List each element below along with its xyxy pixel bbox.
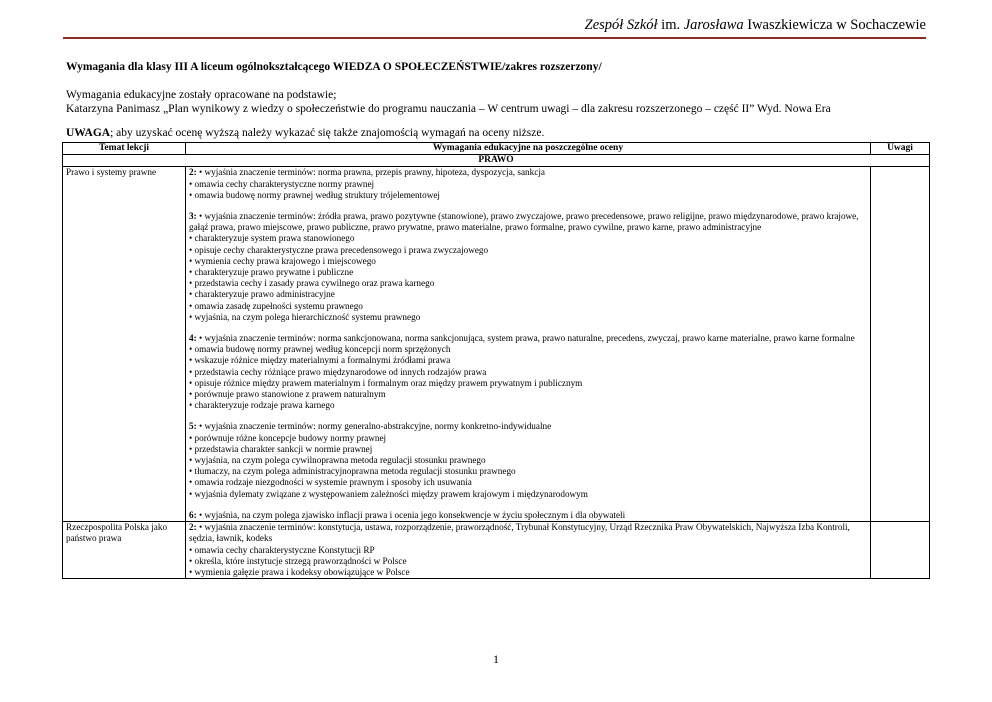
requirement-text: • wymienia gałęzie prawa i kodeksy obowiązujące w Polsce bbox=[189, 566, 410, 577]
requirement-line bbox=[189, 245, 867, 256]
requirement-text: • wyjaśnia, na czym polega zjawisko inflacji prawa i ocenia jego konsekwencje w życiu społecznym i dla obywateli bbox=[198, 509, 626, 520]
header-first-name: Jarosława bbox=[683, 17, 744, 33]
requirement-line bbox=[189, 567, 867, 578]
requirement-line bbox=[189, 367, 867, 378]
document-title: Wymagania dla klasy III A liceum ogólnokształcącego WIEDZA O SPOŁECZEŃSTWIE/zakres rozszerzony/ bbox=[66, 61, 602, 73]
requirement-text: • wyjaśnia dylematy związane z występowaniem zależności między prawem krajowym i międzynarodowym bbox=[189, 488, 588, 499]
requirement-text: • wymienia cechy prawa krajowego i miejscowego bbox=[189, 255, 376, 266]
grade-label: 6: bbox=[189, 509, 197, 520]
requirement-text: • omawia zasadę zupełności systemu prawnego bbox=[189, 300, 363, 311]
requirement-line bbox=[189, 301, 867, 312]
grade-block bbox=[189, 522, 867, 578]
requirement-text: • określa, które instytucje strzegą praworządności w Polsce bbox=[189, 555, 407, 566]
requirement-text: • wyjaśnia znaczenie terminów: źródła prawa, prawo pozytywne (stanowione), prawo zwyczajowe, prawo precedensowe, prawo religijne, prawo międzynarodowe, prawo krajowe, gałąź prawa, prawo miejscowe, prawo publiczne, prawo prywatne, prawo materialne, prawo formalne, prawo cywilne, prawo karne, prawo administracyjne bbox=[189, 211, 859, 233]
row-topic: Prawo i systemy prawne bbox=[63, 167, 186, 522]
requirement-text: • wyjaśnia znaczenie terminów: norma prawna, przepis prawny, hipoteza, dyspozycja, sankcja bbox=[198, 167, 545, 178]
section-title: PRAWO bbox=[63, 155, 930, 167]
requirement-line bbox=[189, 444, 867, 455]
requirement-text: • przedstawia cechy i zasady prawa cywilnego oraz prawa karnego bbox=[189, 278, 435, 289]
header-im: im. bbox=[657, 17, 684, 33]
requirement-line bbox=[189, 389, 867, 400]
grade-block bbox=[189, 421, 867, 499]
table-row bbox=[63, 167, 930, 522]
requirement-text: • wskazuje różnice między materialnymi a formalnymi źródłami prawa bbox=[189, 355, 451, 366]
grade-label: 5: bbox=[189, 421, 197, 432]
requirement-text: • omawia rodzaje niezgodności w systemie prawnym i sposoby ich usuwania bbox=[189, 477, 472, 488]
requirement-text: • charakteryzuje prawo prywatne i publiczne bbox=[189, 267, 354, 278]
requirement-text: • wyjaśnia znaczenie terminów: norma sankcjonowana, norma sankcjonująca, system prawa, prawo naturalne, precedens, zwyczaj, prawo karne materialne, prawo karne formalne bbox=[198, 333, 855, 344]
requirement-line bbox=[189, 190, 867, 201]
note-label: UWAGA bbox=[66, 127, 111, 139]
requirement-line bbox=[189, 355, 867, 366]
requirement-text: • wyjaśnia znaczenie terminów: konstytucja, ustawa, rozporządzenie, praworządność, Trybunał Konstytucyjny, Urząd Rzecznika Praw Obywatelskich, Najwyższa Izba Kontroli, sędzia, ławnik, kodeks bbox=[189, 522, 850, 544]
requirement-text: • opisuje różnice między prawem materialnym i formalnym oraz między prawem prywatnym i publicznym bbox=[189, 377, 583, 388]
requirement-text: • porównuje różne koncepcje budowy normy prawnej bbox=[189, 432, 387, 443]
grade-label: 3: bbox=[189, 211, 197, 222]
requirement-text: • charakteryzuje rodzaje prawa karnego bbox=[189, 400, 335, 411]
header-rest: Iwaszkiewicza w Sochaczewie bbox=[743, 17, 926, 33]
requirements-table bbox=[62, 142, 930, 579]
requirement-line bbox=[189, 510, 867, 521]
requirement-text: • omawia budowę normy prawnej według struktury trójelementowej bbox=[189, 189, 440, 200]
row-remarks bbox=[871, 167, 930, 522]
basis-block bbox=[66, 88, 831, 116]
requirement-line bbox=[189, 477, 867, 488]
page-number: 1 bbox=[493, 652, 499, 666]
basis-line-1: Wymagania edukacyjne zostały opracowane na podstawie; bbox=[66, 89, 337, 101]
grade-block bbox=[189, 211, 867, 323]
grade-block bbox=[189, 333, 867, 411]
row-requirements bbox=[186, 522, 871, 579]
requirement-text: • przedstawia charakter sankcji w normie prawnej bbox=[189, 443, 373, 454]
header-topic: Temat lekcji bbox=[63, 143, 186, 155]
requirement-line bbox=[189, 344, 867, 355]
requirement-text: • omawia cechy charakterystyczne Konstytucji RP bbox=[189, 544, 375, 555]
requirement-line bbox=[189, 256, 867, 267]
requirement-text: • opisuje cechy charakterystyczne prawa precedensowego i prawa zwyczajowego bbox=[189, 244, 489, 255]
requirement-text: • omawia budowę normy prawnej według koncepcji norm sprzężonych bbox=[189, 344, 451, 355]
header-school: Zespół Szkół bbox=[584, 17, 658, 33]
requirement-text: • przedstawia cechy różniące prawo międzynarodowe od innych rodzajów prawa bbox=[189, 366, 487, 377]
note-line bbox=[66, 127, 544, 139]
requirement-line bbox=[189, 333, 867, 344]
header-requirements: Wymagania edukacyjne na poszczególne oceny bbox=[186, 143, 871, 155]
requirement-line bbox=[189, 278, 867, 289]
requirement-line bbox=[189, 167, 867, 178]
table-header-row bbox=[63, 143, 930, 155]
note-text: ; aby uzyskać ocenę wyższą należy wykazać się także znajomością wymagań na oceny niższe. bbox=[110, 127, 545, 139]
row-topic: Rzeczpospolita Polska jako państwo prawa bbox=[63, 522, 186, 579]
section-row bbox=[63, 155, 930, 167]
requirement-line bbox=[189, 433, 867, 444]
grade-label: 2: bbox=[189, 167, 197, 178]
page-header bbox=[585, 17, 926, 34]
row-requirements bbox=[186, 167, 871, 522]
header-rule bbox=[63, 37, 926, 39]
grade-label: 4: bbox=[189, 333, 197, 344]
requirement-line bbox=[189, 233, 867, 244]
requirement-line bbox=[189, 545, 867, 556]
grade-block bbox=[189, 167, 867, 201]
requirement-line bbox=[189, 378, 867, 389]
table-row bbox=[63, 522, 930, 579]
requirement-line bbox=[189, 179, 867, 190]
requirement-text: • wyjaśnia, na czym polega hierarchiczność systemu prawnego bbox=[189, 311, 421, 322]
requirement-line bbox=[189, 421, 867, 432]
requirement-line bbox=[189, 400, 867, 411]
requirement-text: • tłumaczy, na czym polega administracyjnoprawna metoda regulacji stosunku prawnego bbox=[189, 466, 516, 477]
requirement-line bbox=[189, 312, 867, 323]
requirement-text: • porównuje prawo stanowione z prawem naturalnym bbox=[189, 389, 386, 400]
requirement-line bbox=[189, 556, 867, 567]
requirement-line bbox=[189, 289, 867, 300]
requirement-line bbox=[189, 522, 867, 544]
requirement-text: • omawia cechy charakterystyczne normy prawnej bbox=[189, 178, 375, 189]
basis-line-2: Katarzyna Panimasz „Plan wynikowy z wiedzy o społeczeństwie do programu nauczania – W centrum uwagi – dla zakresu rozszerzonego – część II” Wyd. Nowa Era bbox=[66, 103, 831, 115]
requirement-text: • charakteryzuje prawo administracyjne bbox=[189, 289, 335, 300]
requirement-line bbox=[189, 455, 867, 466]
grade-block bbox=[189, 510, 867, 521]
requirement-line bbox=[189, 211, 867, 233]
requirement-text: • wyjaśnia, na czym polega cywilnoprawna metoda regulacji stosunku prawnego bbox=[189, 455, 486, 466]
requirement-line bbox=[189, 466, 867, 477]
requirement-line bbox=[189, 267, 867, 278]
header-remarks: Uwagi bbox=[871, 143, 930, 155]
requirement-line bbox=[189, 489, 867, 500]
row-remarks bbox=[871, 522, 930, 579]
requirement-text: • wyjaśnia znaczenie terminów: normy generalno-abstrakcyjne, normy konkretno-indywidualne bbox=[198, 421, 552, 432]
requirement-text: • charakteryzuje system prawa stanowionego bbox=[189, 233, 355, 244]
grade-label: 2: bbox=[189, 522, 197, 533]
